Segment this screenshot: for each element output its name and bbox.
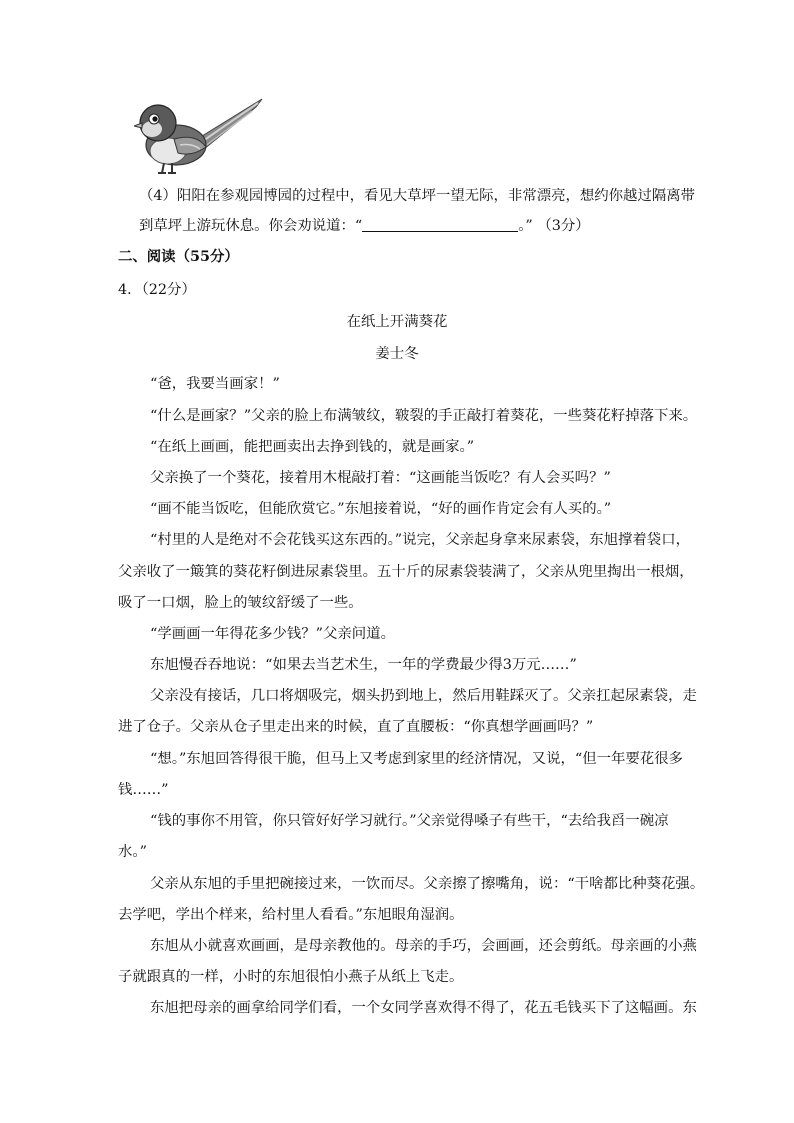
paragraph-line: 父亲收了一簸箕的葵花籽倒进尿素袋里。五十斤的尿素袋装满了，父亲从兜里掏出一根烟， (118, 564, 694, 580)
paragraph-line: “画不能当饭吃，但能欣赏它。”东旭接着说，“好的画作肯定会有人买的。” (150, 501, 612, 517)
paragraph-line: “爸，我要当画家！” (150, 376, 280, 392)
question-4-line-2 (139, 216, 590, 236)
paragraph-line: “什么是画家？”父亲的脸上布满皱纹，皲裂的手正敲打着葵花，一些葵花籽掉落下来。 (150, 408, 698, 424)
paragraph-line: 去学吧，学出个样来，给村里人看看。”东旭眼角湿润。 (118, 907, 464, 923)
article-author: 姜士冬 (375, 346, 419, 362)
paragraph-line: “在纸上画画，能把画卖出去挣到钱的，就是画家。” (150, 439, 475, 455)
paragraph-line: 父亲没有接话，几口将烟吸完，烟头扔到地上，然后用鞋踩灭了。父亲扛起尿素袋，走 (150, 688, 697, 704)
paragraph-line: 东旭把母亲的画拿给同学们看，一个女同学喜欢得不得了，花五毛钱买下了这幅画。东 (150, 1000, 697, 1016)
question-4-line-2-prefix: 到草坪上游玩休息。你会劝说道：“ (139, 218, 363, 234)
paragraph-line: 东旭从小就喜欢画画，是母亲教他的。母亲的手巧，会画画，还会剪纸。母亲画的小燕 (150, 938, 697, 954)
question-4-line-2-suffix: 。” （3分） (518, 218, 590, 234)
paragraph-line: 水。” (118, 844, 147, 860)
section-heading: 二、阅读（55分） (118, 248, 239, 265)
paragraph-line: 进了仓子。父亲从仓子里走出来的时候，直了直腰板：“你真想学画画吗？” (118, 719, 594, 735)
item-number: 4．（22分） (118, 282, 196, 298)
paragraph-line: 钱……” (118, 782, 169, 798)
paragraph-line: 东旭慢吞吞地说：“如果去当艺术生，一年的学费最少得3万元……” (150, 657, 577, 673)
answer-blank[interactable] (362, 217, 518, 232)
paragraph-line: 父亲换了一个葵花，接着用木棍敲打着：“这画能当饭吃？有人会买吗？” (150, 470, 611, 486)
paragraph-line: 吸了一口烟，脸上的皱纹舒缓了一些。 (118, 595, 363, 611)
paragraph-line: “钱的事你不用管，你只管好好学习就行。”父亲觉得嗓子有些干，“去给我舀一碗凉 (150, 813, 669, 829)
paragraph-line: “学画画一年得花多少钱？”父亲问道。 (150, 626, 395, 642)
paragraph-line: “想。”东旭回答得很干脆，但马上又考虑到家里的经济情况，又说，“但一年要花很多 (150, 751, 683, 767)
paragraph-line: 父亲从东旭的手里把碗接过来，一饮而尽。父亲擦了擦嘴角，说：“干啥都比种葵花强。 (150, 876, 705, 892)
paragraph-line: 子就跟真的一样，小时的东旭很怕小燕子从纸上飞走。 (118, 969, 464, 985)
magpie-bird-illustration (134, 97, 264, 177)
article-title: 在纸上开满葵花 (346, 314, 448, 330)
paragraph-line: “村里的人是绝对不会花钱买这东西的。”说完，父亲起身拿来尿素袋，东旭撑着袋口， (150, 532, 690, 548)
question-4-line-1: （4）阳阳在参观园博园的过程中，看见大草坪一望无际，非常漂亮，想约你越过隔离带 (139, 188, 696, 204)
